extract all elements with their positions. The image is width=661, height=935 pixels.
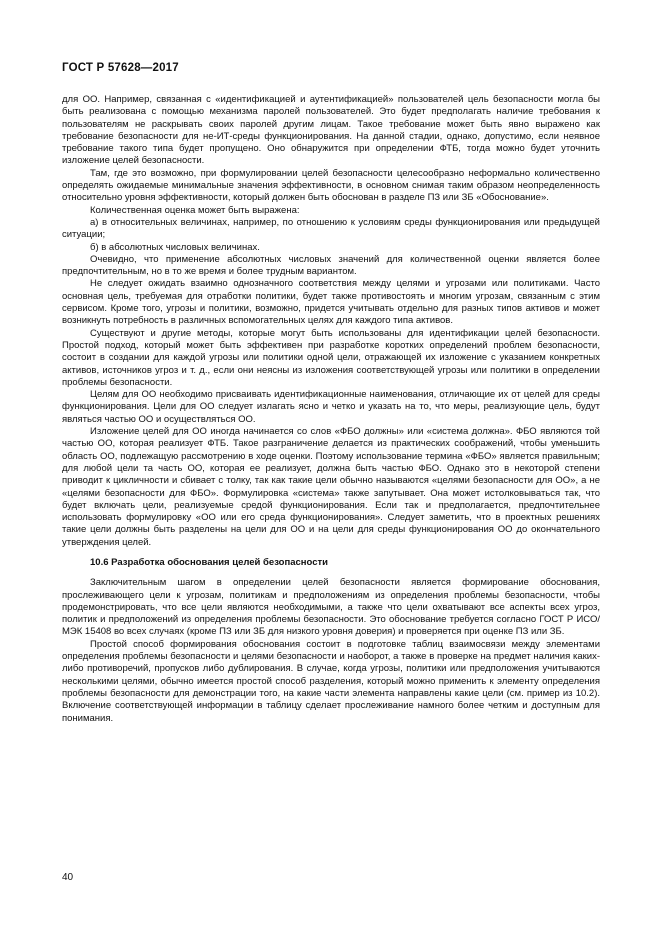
paragraph: Заключительным шагом в определении целей безопасности является формирование обоснования, прослеживающего цели к угрозам, политикам и предположениям из определения проблемы безопасности, чтобы продемонстрировать, что все цели являются необходимыми, а также что цели охватывают все аспекты всех угроз, политик и предположений из определения проблемы безопасности. Это обоснование требуется согласно ГОСТ Р ИСО/МЭК 15408 во всех случаях (кроме ПЗ или ЗБ для низкого уровня доверия) и проверяется при оценке ПЗ или ЗБ. [62, 577, 600, 638]
paragraph: Там, где это возможно, при формулировании целей безопасности целесообразно неформально количественно определять ожидаемые минимальные значения эффективности, в основном снимая таким образом неопределенность относительно уровня эффективности, который должен быть обоснован в разделе ПЗ или ЗБ «Обоснование». [62, 167, 600, 204]
paragraph: Очевидно, что применение абсолютных числовых значений для количественной оценки является более предпочтительным, но в то же время и более трудным вариантом. [62, 253, 600, 278]
paragraph: Существуют и другие методы, которые могут быть использованы для идентификации целей безопасности. Простой подход, который может быть эффективен при разработке коротких определений проблем безопасности, состоит в создании для каждой угрозы или политики одной цели, отражающей их изложение с указанием конкретных активов, источников угроз и т. д., если они неясны из изложения соответствующей угрозы или политики в определении проблемы безопасности. [62, 327, 600, 388]
document-header: ГОСТ Р 57628—2017 [62, 62, 179, 74]
page-number: 40 [62, 872, 74, 883]
page-content [62, 94, 600, 725]
list-item: б) в абсолютных числовых величинах. [90, 241, 260, 253]
list-item: а) в относительных величинах, например, по отношению к условиям среды функционирования или предыдущей ситуации; [62, 216, 600, 241]
paragraph: для ОО. Например, связанная с «идентификацией и аутентификацией» пользователей цель безопасности могла бы быть реализована с помощью механизма паролей пользователей. Это будет предполагать наличие требования к пользователям не раскрывать своих паролей другим лицам. Такое требование может быть явно выражено как требование безопасности для не-ИТ-среды функционирования. На данной стадии, однако, допустимо, если неявное требование такого типа будет пропущено. Оно обнаружится при определении ФТБ, тогда можно будет уточнить изложение целей безопасности. [62, 94, 600, 167]
paragraph: Не следует ожидать взаимно однозначного соответствия между целями и угрозами или политиками. Часто основная цель, требуемая для отработки политики, будет также противостоять и многим угрозам, связанным с этим сервисом. Кроме того, угрозы и политики, возможно, придется учитывать отдельно для разных типов активов и может возникнуть потребность в различных вспомогательных целях для каждого типа активов. [62, 278, 600, 327]
paragraph: Изложение целей для ОО иногда начинается со слов «ФБО должны» или «система должна». ФБО являются той частью ОО, которая реализует ФТБ. Такое разграничение делается из практических соображений, чтобы уменьшить область ОО, подлежащую рассмотрению в ходе оценки. Поэтому использование термина «ФБО» является правильным; для любой цели та часть ОО, которая ее реализует, должна быть частью ФБО. Однако это в некоторой степени приводит к цикличности и сбивает с толку, так как такие цели обычно называются «целями безопасности для ОО», а не «целями безопасности для ФБО». Формулировка «система» также запутывает. Она может истолковываться так, что будет включать цели, реализуемые средой функционирования. Если так и предполагается, предпочтительнее использовать формулировку «ОО или его среда функционирования». Следует заметить, что в проектных решениях такие цели должны быть разделены на цели для ОО и на цели для среды функционирования ОО до окончательного утверждения целей. [62, 426, 600, 548]
section-heading: 10.6 Разработка обоснования целей безопасности [90, 556, 328, 568]
paragraph: Целям для ОО необходимо присваивать идентификационные наименования, отличающие их от целей для среды функционирования. Цели для ОО следует излагать ясно и четко и указать на то, что меры, реализующие цель, будут являться частью ОО и осуществляться ОО. [62, 389, 600, 425]
paragraph: Количественная оценка может быть выражена: [90, 204, 300, 216]
paragraph: Простой способ формирования обоснования состоит в подготовке таблиц взаимосвязи между элементами определения проблемы безопасности и целями безопасности и наоборот, а также в проверке на предмет наличия каких-либо противоречий, пропусков либо дублирования. В случае, когда угрозы, политики или предположения учитываются несколькими целями, обычно имеется простой способ разделения, который можно применить к элементу определения проблемы безопасности для демонстрации того, на какие части элемента направлены какие цели (см. пример из 10.2). Включение соответствующей информации в таблицу сделает прослеживание намного более четким и доступным для понимания. [62, 638, 600, 724]
